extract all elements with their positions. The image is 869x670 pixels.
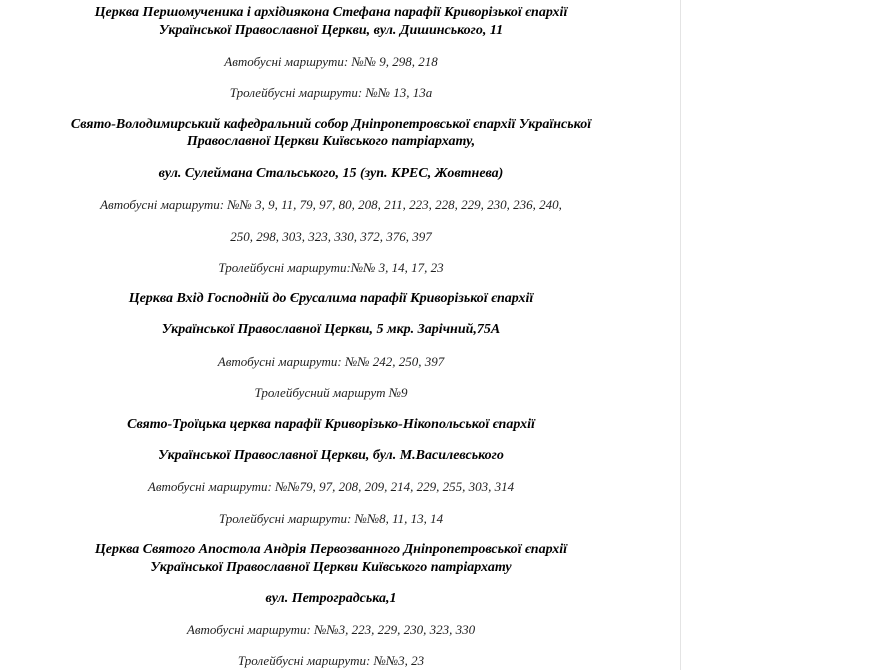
church-1-trolley-routes: Тролейбусні маршрути: №№ 13, 13а [229, 85, 433, 100]
church-3-trolley-route: Тролейбусний маршрут №9 [254, 385, 408, 400]
church-1-name-line-1: Церква Першомученика і архідиякона Стефана парафії Криворізької єпархії [94, 5, 568, 20]
church-1-bus-routes: Автобусні маршрути: №№ 9, 298, 218 [224, 54, 438, 69]
church-3-bus-routes: Автобусні маршрути: №№ 242, 250, 397 [217, 354, 445, 369]
church-5-name-line-2: Української Православної Церкви Київського патріархату [150, 560, 512, 575]
church-2-bus-routes-1: Автобусні маршрути: №№ 3, 9, 11, 79, 97, 80, 208, 211, 223, 228, 229, 230, 236, 240, [100, 197, 562, 212]
church-5-address: вул. Петроградська,1 [265, 591, 397, 606]
church-4-name-line-1: Свято-Троїцька церква парафії Криворізько-Нікопольської єпархії [127, 417, 535, 432]
church-2-trolley-routes: Тролейбусні маршрути:№№ 3, 14, 17, 23 [218, 260, 444, 275]
church-5-trolley-routes: Тролейбусні маршрути: №№3, 23 [237, 653, 425, 668]
church-1-name-line-2: Української Православної Церкви, вул. Дишинського, 11 [158, 23, 504, 38]
sidebar-divider [680, 0, 681, 670]
church-2-name-line-2: Православної Церкви Київського патріархату, [186, 134, 476, 149]
church-2-bus-routes-2: 250, 298, 303, 323, 330, 372, 376, 397 [230, 229, 432, 244]
church-3-name-line-2: Української Православної Церкви, 5 мкр. Зарічний,75А [161, 322, 501, 337]
church-5-bus-routes: Автобусні маршрути: №№3, 223, 229, 230, 323, 330 [186, 622, 476, 637]
church-4-bus-routes: Автобусні маршрути: №№79, 97, 208, 209, 214, 229, 255, 303, 314 [147, 479, 515, 494]
church-4-name-line-2: Української Православної Церкви, бул. М.Василевського [158, 448, 504, 463]
church-3-name-line-1: Церква Вхід Господній до Єрусалима парафії Криворізької єпархії [128, 291, 534, 306]
church-2-address: вул. Сулеймана Стальського, 15 (зуп. КРЕС, Жовтнева) [158, 166, 504, 181]
church-4-trolley-routes: Тролейбусні маршрути: №№8, 11, 13, 14 [218, 511, 444, 526]
church-5-name-line-1: Церква Святого Апостола Андрія Первозванного Дніпропетровської єпархії [94, 542, 568, 557]
church-2-name-line-1: Свято-Володимирський кафедральний собор Дніпропетровської єпархії Української [70, 117, 592, 132]
